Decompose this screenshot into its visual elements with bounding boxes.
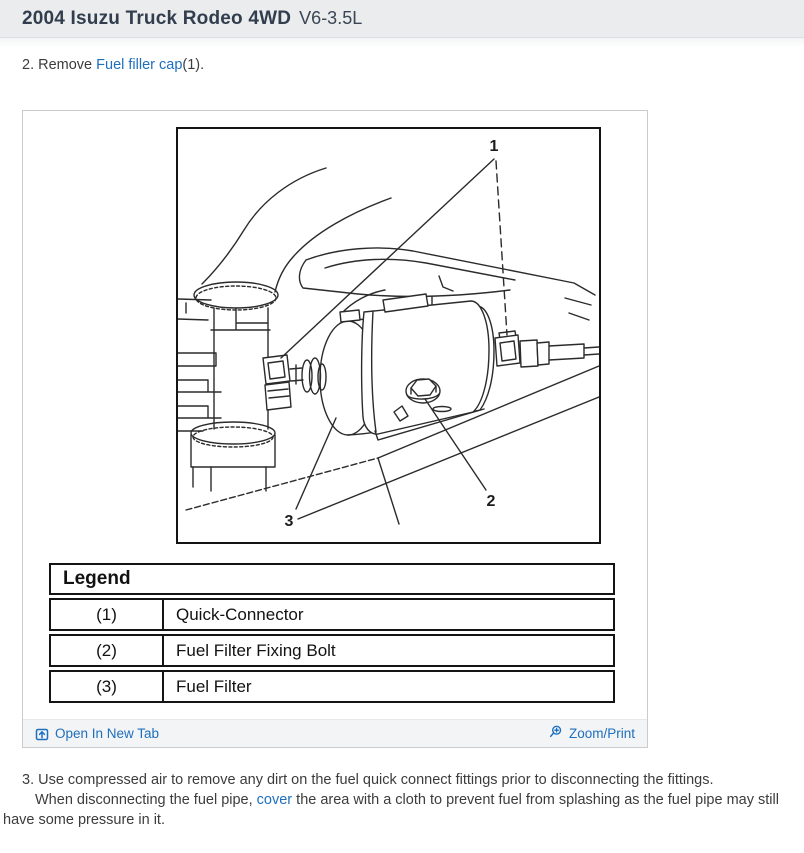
- legend-header: [49, 563, 615, 595]
- legend-title: Legend: [63, 568, 131, 589]
- callout-1: 1: [489, 138, 499, 155]
- open-in-new-tab-link[interactable]: [35, 726, 159, 741]
- engine-subtitle: V6-3.5L: [299, 8, 363, 28]
- figure-toolbar: [23, 719, 647, 747]
- fuel-filter-diagram: [176, 127, 601, 544]
- legend-row-1: [49, 598, 615, 631]
- legend-key: (3): [51, 672, 164, 701]
- legend-value: Quick-Connector: [176, 604, 304, 624]
- legend-key: (2): [51, 636, 164, 665]
- page-header: [0, 0, 804, 38]
- step-3-line-1: 3. Use compressed air to remove any dirt on the fuel quick connect fittings prior to disconnecting the fittings.: [22, 772, 714, 788]
- header-shadow: [0, 38, 804, 47]
- step-3-text: [3, 770, 801, 830]
- open-in-new-tab-label: Open In New Tab: [55, 726, 160, 741]
- cover-link[interactable]: cover: [256, 792, 293, 808]
- zoom-print-link[interactable]: [549, 726, 635, 741]
- legend-row-3: [49, 670, 615, 703]
- step-3-line-2-prefix: When disconnecting the fuel pipe,: [35, 792, 257, 808]
- zoom-print-label: Zoom/Print: [568, 726, 635, 741]
- fuel-filler-cap-link[interactable]: Fuel filler cap: [96, 57, 183, 73]
- step-2-text: [22, 57, 804, 73]
- step-2-suffix: (1).: [182, 57, 205, 73]
- diagram-svg: [178, 129, 599, 542]
- callout-2: 2: [486, 493, 496, 510]
- legend-key: (1): [51, 600, 164, 629]
- legend-value: Fuel Filter Fixing Bolt: [176, 640, 336, 660]
- page-title: 2004 Isuzu Truck Rodeo 4WD: [22, 7, 292, 29]
- step-3-line-2: [3, 790, 801, 830]
- legend-row-2: [49, 634, 615, 667]
- step-3-line-2-suffix: the area with a cloth to prevent fuel from splashing as the fuel pipe may still have some pressure in it.: [3, 792, 779, 828]
- zoom-plus-icon: [549, 725, 563, 739]
- open-in-new-tab-icon: [35, 727, 49, 741]
- legend-table: [49, 563, 615, 703]
- figure-panel: [22, 110, 648, 748]
- callout-3: 3: [284, 513, 294, 530]
- legend-value: Fuel Filter: [176, 676, 252, 696]
- step-2-prefix: 2. Remove: [22, 57, 97, 73]
